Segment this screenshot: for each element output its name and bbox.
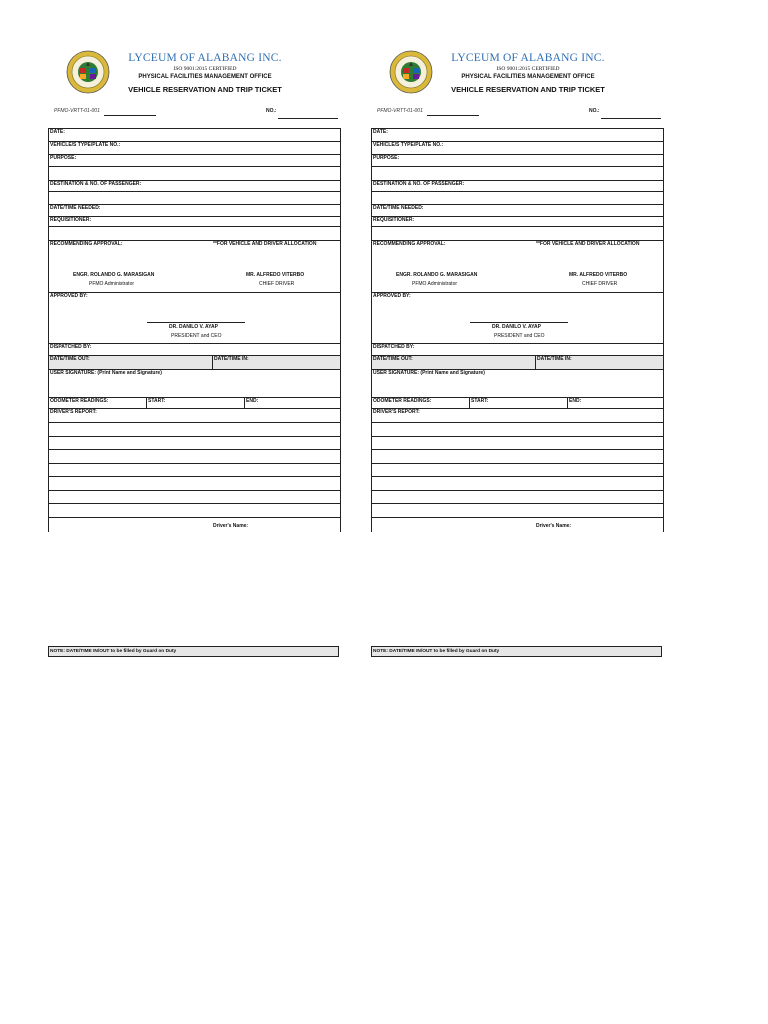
guard-note: NOTE: DATE/TIME IN/OUT to be filled by Guard on Duty <box>371 646 662 657</box>
drivers-report-line[interactable] <box>372 464 663 477</box>
president-name: DR. DANILO V. AYAP <box>169 324 218 330</box>
form-code-line <box>427 115 479 116</box>
president-signature-line[interactable] <box>470 322 568 323</box>
trip-ticket-form-left <box>48 0 340 654</box>
start-label: START: <box>148 398 166 404</box>
drivers-report-line[interactable] <box>49 464 340 477</box>
president-signature-line[interactable] <box>147 322 245 323</box>
school-name: LYCEUM OF ALABANG INC. <box>451 52 605 64</box>
form-grid <box>48 128 341 532</box>
office-name: PHYSICAL FACILITIES MANAGEMENT OFFICE <box>461 74 595 80</box>
president-name: DR. DANILO V. AYAP <box>492 324 541 330</box>
drivers-name-row[interactable] <box>372 518 663 532</box>
approved-by-block <box>49 293 340 344</box>
dispatched-row[interactable] <box>49 344 340 356</box>
date-row[interactable] <box>49 129 340 142</box>
purpose-row[interactable] <box>372 155 663 167</box>
date-label: DATE: <box>373 129 388 135</box>
iso-certification: ISO 9001:2015 CERTIFIED <box>173 66 237 72</box>
recommending-label: RECOMMENDING APPROVAL: <box>50 241 123 247</box>
date-label: DATE: <box>50 129 65 135</box>
drivers-report-line[interactable] <box>49 491 340 504</box>
dispatched-label: DISPATCHED BY: <box>373 344 415 350</box>
form-code-line <box>104 115 156 116</box>
ticket-number-field[interactable] <box>601 118 661 119</box>
pfmo-admin-title: PFMO Administrator <box>89 281 135 287</box>
approved-by-block <box>372 293 663 344</box>
time-in-label: DATE/TIME IN: <box>214 356 249 362</box>
odometer-start-cell[interactable] <box>146 398 245 408</box>
vehicle-row[interactable] <box>49 142 340 155</box>
time-in-cell[interactable] <box>212 356 340 369</box>
office-name: PHYSICAL FACILITIES MANAGEMENT OFFICE <box>138 74 272 80</box>
ticket-number-label: NO.: <box>266 108 277 114</box>
requisitioner-label: REQUISITIONER: <box>373 217 415 223</box>
date-time-out-in-row <box>372 356 663 370</box>
odometer-row <box>372 398 663 409</box>
requisitioner-row[interactable] <box>372 217 663 227</box>
destination-row-extra[interactable] <box>49 192 340 205</box>
allocation-label: **FOR VEHICLE AND DRIVER ALLOCATION <box>536 241 640 247</box>
drivers-name-label: Driver's Name: <box>213 523 249 529</box>
drivers-report-line[interactable] <box>372 504 663 518</box>
approved-label: APPROVED BY: <box>373 293 411 299</box>
form-grid <box>371 128 664 532</box>
purpose-label: PURPOSE: <box>50 155 77 161</box>
time-out-label: DATE/TIME OUT: <box>373 356 413 362</box>
drivers-report-row[interactable] <box>372 409 663 423</box>
purpose-label: PURPOSE: <box>373 155 400 161</box>
datetime-needed-row[interactable] <box>372 205 663 217</box>
drivers-report-line[interactable] <box>49 437 340 450</box>
odometer-end-cell[interactable] <box>244 398 340 408</box>
form-header <box>371 0 663 110</box>
trip-ticket-form-right <box>371 0 663 654</box>
time-in-cell[interactable] <box>535 356 663 369</box>
drivers-report-label: DRIVER'S REPORT: <box>50 409 97 415</box>
odometer-start-cell[interactable] <box>469 398 568 408</box>
recommending-label: RECOMMENDING APPROVAL: <box>373 241 446 247</box>
president-title: PRESIDENT and CEO <box>171 333 222 339</box>
datetime-needed-label: DATE/TIME NEEDED: <box>50 205 101 211</box>
odometer-label: ODOMETER READINGS: <box>50 398 109 404</box>
drivers-report-line[interactable] <box>372 423 663 437</box>
chief-driver-name: MR. ALFREDO VITERBO <box>569 272 628 278</box>
destination-row[interactable] <box>49 181 340 192</box>
form-title: VEHICLE RESERVATION AND TRIP TICKET <box>128 85 282 94</box>
drivers-report-line[interactable] <box>49 450 340 464</box>
form-header <box>48 0 340 110</box>
end-label: END: <box>246 398 259 404</box>
datetime-needed-row[interactable] <box>49 205 340 217</box>
date-row[interactable] <box>372 129 663 142</box>
drivers-report-line[interactable] <box>372 450 663 464</box>
requisitioner-row-extra[interactable] <box>49 227 340 241</box>
chief-driver-title: CHIEF DRIVER <box>582 281 618 287</box>
pfmo-admin-name: ENGR. ROLANDO G. MARASIGAN <box>73 272 155 278</box>
school-name: LYCEUM OF ALABANG INC. <box>128 52 282 64</box>
form-code: PFMO-VRTT-01-001 <box>54 108 100 114</box>
recommending-approval-block <box>372 241 663 293</box>
ticket-number-field[interactable] <box>278 118 338 119</box>
drivers-report-line[interactable] <box>372 477 663 491</box>
user-signature-label: USER SIGNATURE: (Print Name and Signature) <box>373 370 485 376</box>
user-signature-row[interactable] <box>372 370 663 398</box>
time-in-label: DATE/TIME IN: <box>537 356 572 362</box>
allocation-label: **FOR VEHICLE AND DRIVER ALLOCATION <box>213 241 317 247</box>
end-label: END: <box>569 398 582 404</box>
drivers-name-label: Driver's Name: <box>536 523 572 529</box>
purpose-row-extra[interactable] <box>372 167 663 181</box>
chief-driver-name: MR. ALFREDO VITERBO <box>246 272 305 278</box>
drivers-report-line[interactable] <box>49 504 340 518</box>
destination-label: DESTINATION & NO. OF PASSENGER: <box>50 181 142 187</box>
vehicle-label: VEHICLE/S TYPE/PLATE NO.: <box>373 142 444 148</box>
vehicle-label: VEHICLE/S TYPE/PLATE NO.: <box>50 142 121 148</box>
ticket-number-label: NO.: <box>589 108 600 114</box>
datetime-needed-label: DATE/TIME NEEDED: <box>373 205 424 211</box>
form-code: PFMO-VRTT-01-001 <box>377 108 423 114</box>
guard-note: NOTE: DATE/TIME IN/OUT to be filled by Guard on Duty <box>48 646 339 657</box>
dispatched-label: DISPATCHED BY: <box>50 344 92 350</box>
user-signature-row[interactable] <box>49 370 340 398</box>
chief-driver-title: CHIEF DRIVER <box>259 281 295 287</box>
purpose-row[interactable] <box>49 155 340 167</box>
pfmo-admin-name: ENGR. ROLANDO G. MARASIGAN <box>396 272 478 278</box>
purpose-row-extra[interactable] <box>49 167 340 181</box>
time-out-label: DATE/TIME OUT: <box>50 356 90 362</box>
iso-certification: ISO 9001:2015 CERTIFIED <box>496 66 560 72</box>
odometer-label: ODOMETER READINGS: <box>373 398 432 404</box>
requisitioner-row[interactable] <box>49 217 340 227</box>
form-code-row <box>371 108 663 120</box>
drivers-report-row[interactable] <box>49 409 340 423</box>
form-code-row <box>48 108 340 120</box>
destination-label: DESTINATION & NO. OF PASSENGER: <box>373 181 465 187</box>
start-label: START: <box>471 398 489 404</box>
recommending-approval-block <box>49 241 340 293</box>
drivers-report-line[interactable] <box>372 437 663 450</box>
date-time-out-in-row <box>49 356 340 370</box>
odometer-row <box>49 398 340 409</box>
pfmo-admin-title: PFMO Administrator <box>412 281 458 287</box>
approved-label: APPROVED BY: <box>50 293 88 299</box>
odometer-end-cell[interactable] <box>567 398 663 408</box>
destination-row-extra[interactable] <box>372 192 663 205</box>
user-signature-label: USER SIGNATURE: (Print Name and Signature) <box>50 370 162 376</box>
form-title: VEHICLE RESERVATION AND TRIP TICKET <box>451 85 605 94</box>
drivers-report-line[interactable] <box>49 477 340 491</box>
requisitioner-row-extra[interactable] <box>372 227 663 241</box>
drivers-name-row[interactable] <box>49 518 340 532</box>
vehicle-row[interactable] <box>372 142 663 155</box>
drivers-report-line[interactable] <box>49 423 340 437</box>
destination-row[interactable] <box>372 181 663 192</box>
dispatched-row[interactable] <box>372 344 663 356</box>
president-title: PRESIDENT and CEO <box>494 333 545 339</box>
drivers-report-label: DRIVER'S REPORT: <box>373 409 420 415</box>
drivers-report-line[interactable] <box>372 491 663 504</box>
requisitioner-label: REQUISITIONER: <box>50 217 92 223</box>
